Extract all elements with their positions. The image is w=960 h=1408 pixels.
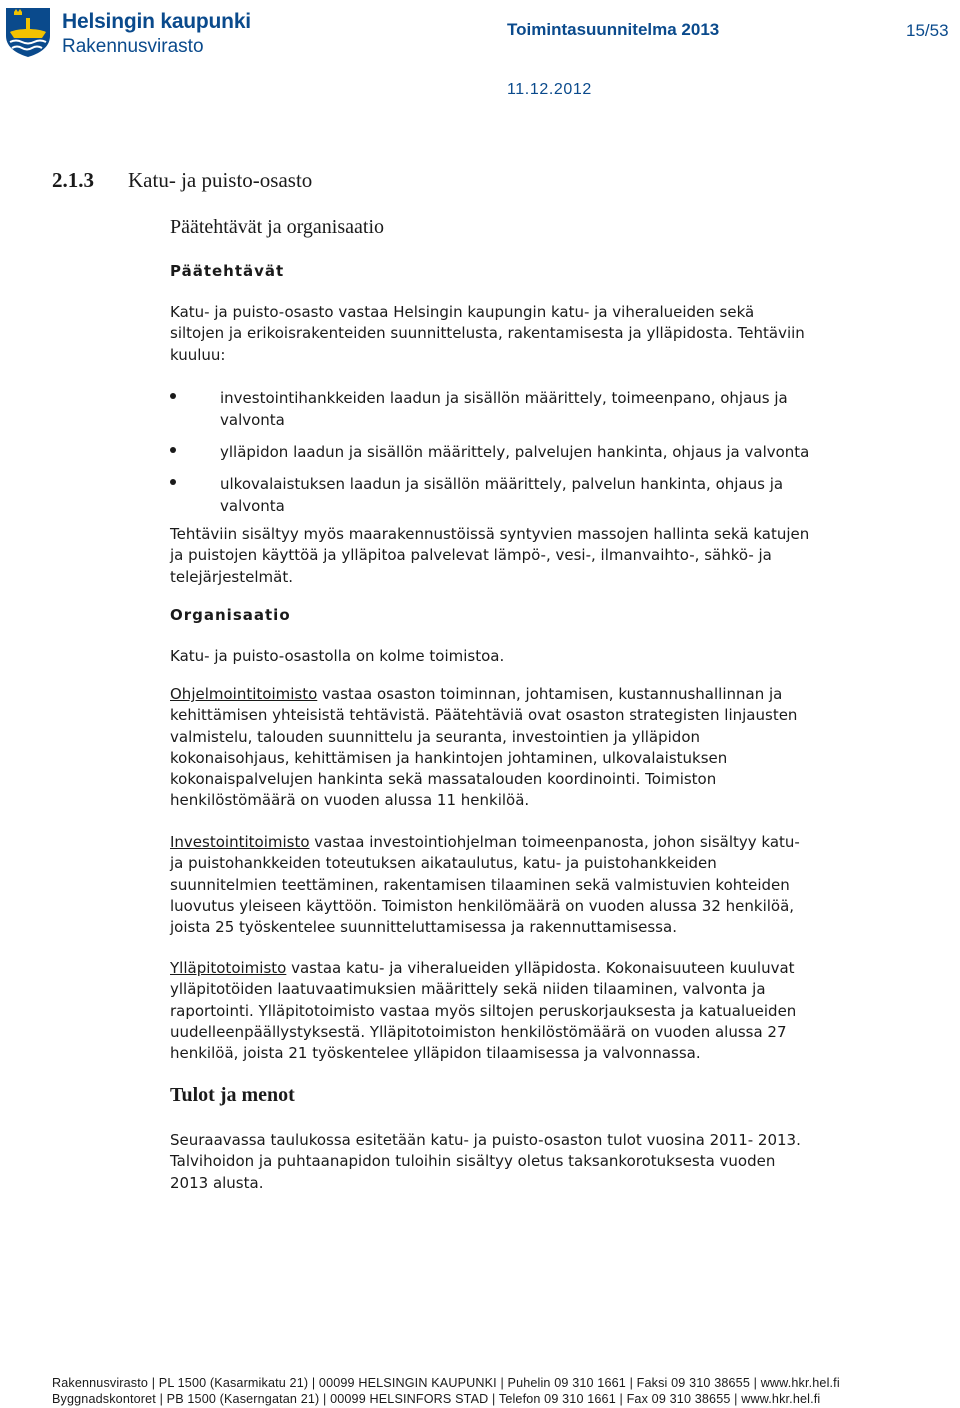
paatehtavat-extra	[170, 524, 930, 588]
logo-city-name: Helsingin kaupunki	[62, 10, 251, 33]
section-title: Katu- ja puisto-osasto	[128, 168, 313, 192]
helsinki-crest-icon	[4, 6, 52, 58]
bullet-line: investointihankkeiden laadun ja sisällön määrittely, toimeenpano, ohjaus ja	[220, 389, 788, 407]
text-line: ja puistohankkeiden toteutuksen aikataulutus, katu- ja puistohankkeiden	[170, 854, 717, 873]
text-line: Talvihoidon ja puhtaanapidon tuloihin sisältyy oletus taksankorotuksesta vuoden	[170, 1152, 776, 1171]
organisaatio-heading: Organisaatio	[170, 606, 291, 624]
yllapitotoimisto-paragraph	[170, 958, 930, 1064]
bullet-item	[220, 442, 930, 464]
bullet-item	[220, 388, 930, 431]
tulot-paragraph	[170, 1130, 930, 1194]
bullet-dot	[170, 447, 176, 453]
document-date: 11.12.2012	[507, 81, 592, 98]
office-name: Investointitoimisto	[170, 833, 310, 851]
text-line: raportointi. Ylläpitotoimisto vastaa myös siltojen peruskorjauksesta ja katualueiden	[170, 1001, 797, 1020]
text-line: ylläpitotöiden laatuvaatimuksien määrittely sekä niiden tilaaminen, valvonta ja	[170, 980, 766, 999]
investointitoimisto-paragraph	[170, 832, 930, 938]
text-line: siltojen ja erikoisrakenteiden suunnittelusta, rakentamisesta ja ylläpidosta. Tehtäviin	[170, 324, 805, 343]
bullet-line: valvonta	[220, 496, 285, 515]
text-line: suunnitelmien teettäminen, rakentamisen tilaaminen sekä valmistuvien kohteiden	[170, 875, 790, 894]
paatehtavat-heading: Päätehtävät	[170, 262, 285, 280]
text-line: 2013 alusta.	[170, 1173, 264, 1192]
text-line: kehittämisen yhteisistä tehtävistä. Päätehtäviä ovat osaston strategisten linjausten	[170, 706, 798, 725]
office-name: Ylläpitotoimisto	[170, 959, 287, 977]
text-line: Katu- ja puisto-osastolla on kolme toimistoa.	[170, 647, 505, 665]
footer-line-finnish: Rakennusvirasto | PL 1500 (Kasarmikatu 21) | 00099 HELSINGIN KAUPUNKI | Puhelin 09 310 1661 | Faksi 09 310 38655 | www.hkr.hel.fi	[52, 1376, 840, 1390]
bullet-item	[220, 474, 930, 517]
text-line: uudelleenpäällystyksestä. Ylläpitotoimiston henkilöstömäärä on vuoden alussa 27	[170, 1022, 787, 1041]
text-line	[170, 958, 930, 979]
organisaatio-intro	[170, 646, 930, 667]
bullet-line: ylläpidon laadun ja sisällön määrittely, palvelujen hankinta, ohjaus ja valvonta	[220, 443, 810, 461]
tulot-heading: Tulot ja menot	[170, 1084, 295, 1106]
text-line: luovutus yleiseen käyttöön. Toimiston henkilömäärä on vuoden alussa 32 henkilöä,	[170, 896, 795, 915]
office-name: Ohjelmointitoimisto	[170, 685, 318, 703]
city-logo	[4, 6, 251, 58]
paatehtavat-intro	[170, 302, 930, 366]
ohjelmointitoimisto-paragraph	[170, 684, 930, 812]
logo-department-name: Rakennusvirasto	[62, 36, 204, 57]
text-line: ja puistojen käyttöä ja ylläpitoa palvelevat lämpö-, vesi-, ilmanvaihto-, sähkö- ja	[170, 546, 772, 565]
bullet-line: ulkovalaistuksen laadun ja sisällön määrittely, palvelun hankinta, ohjaus ja	[220, 475, 784, 493]
text-line: kokonaispalvelujen hankinta sekä massatalouden koordinointi. Toimiston	[170, 770, 717, 789]
text-line: kuuluu:	[170, 345, 226, 364]
text-fragment: vastaa investointiohjelman toimeenpanosta, johon sisältyy katu-	[309, 833, 800, 851]
text-fragment: vastaa katu- ja viheralueiden ylläpidosta. Kokonaisuuteen kuuluvat	[286, 959, 795, 977]
text-line: kokonaisohjaus, kehittämisen ja hankintojen johtaminen, ulkovalaistuksen	[170, 748, 728, 767]
text-line: valmistelu, talouden suunnittelu ja seuranta, investointien ja ylläpidon	[170, 727, 701, 746]
document-title: Toimintasuunnitelma 2013	[507, 20, 720, 39]
text-fragment: vastaa osaston toiminnan, johtamisen, kustannushallinnan ja	[317, 685, 783, 703]
section-heading	[52, 168, 312, 193]
text-line: joista 25 työskentelee suunnitteluttamisessa ja rakennuttamisessa.	[170, 918, 677, 937]
subheading: Päätehtävät ja organisaatio	[170, 216, 384, 238]
text-line	[170, 832, 930, 853]
text-line	[170, 684, 930, 705]
bullet-dot	[170, 479, 176, 485]
bullet-dot	[170, 393, 176, 399]
text-line: henkilöstömäärä on vuoden alussa 11 henkilöä.	[170, 791, 530, 810]
text-line: Seuraavassa taulukossa esitetään katu- ja puisto-osaston tulot vuosina 2011- 2013.	[170, 1131, 801, 1149]
text-line: Tehtäviin sisältyy myös maarakennustöissä syntyvien massojen hallinta sekä katujen	[170, 525, 810, 543]
text-line: telejärjestelmät.	[170, 567, 293, 586]
text-line: henkilöä, joista 21 työskentelee ylläpidon tilaamisessa ja valvonnassa.	[170, 1044, 701, 1063]
bullet-line: valvonta	[220, 410, 285, 429]
page-number: 15/53	[906, 21, 949, 40]
footer-line-swedish: Byggnadskontoret | PB 1500 (Kaserngatan 21) | 00099 HELSINFORS STAD | Telefon 09 310 1661 | Fax 09 310 38655 | www.hkr.hel.fi	[52, 1392, 821, 1406]
text-line: Katu- ja puisto-osasto vastaa Helsingin kaupungin katu- ja viheralueiden sekä	[170, 303, 755, 321]
section-number: 2.1.3	[52, 168, 94, 192]
